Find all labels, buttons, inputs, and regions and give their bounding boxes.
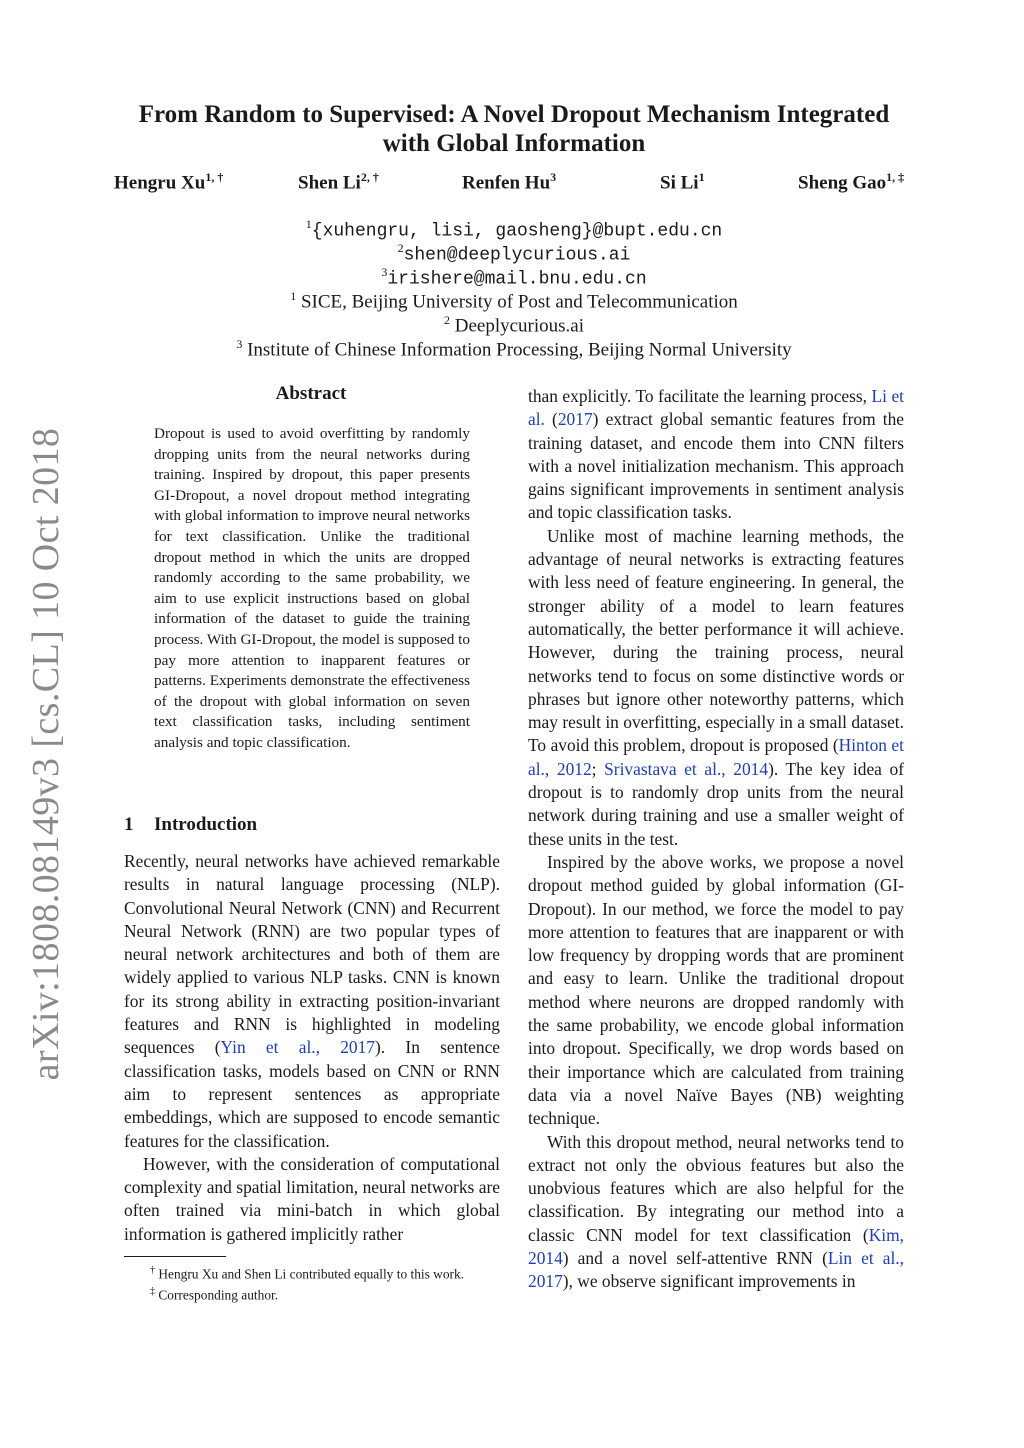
footnote-text: Hengru Xu and Shen Li contributed equally to this work. bbox=[155, 1266, 465, 1282]
title-line-1: From Random to Supervised: A Novel Dropout Mechanism Integrated bbox=[138, 101, 890, 128]
author-3 bbox=[462, 170, 556, 194]
footnote-rule bbox=[124, 1256, 226, 1257]
author-2 bbox=[298, 170, 379, 194]
email-sup: 2 bbox=[397, 241, 404, 255]
text-run: ) and a novel self-attentive RNN ( bbox=[562, 1247, 828, 1268]
paragraph-1 bbox=[124, 850, 500, 1153]
citation-link[interactable]: Lin et al., 2017 bbox=[528, 1247, 904, 1292]
author-sup: 2, † bbox=[360, 170, 379, 184]
institution-text: Deeplycurious.ai bbox=[454, 315, 584, 337]
arxiv-identifier: arXiv:1808.08149v3 [cs.CL] 10 Oct 2018 bbox=[25, 427, 67, 1081]
author-name: Renfen Hu bbox=[462, 172, 551, 194]
email-sup: 3 bbox=[381, 265, 388, 279]
section-title: Introduction bbox=[154, 814, 258, 835]
author-sup: 1, † bbox=[205, 170, 224, 184]
author-name: Si Li bbox=[660, 172, 699, 194]
footnotes bbox=[124, 1262, 500, 1304]
email-text: {xuhengru, lisi, gaosheng}@bupt.edu.cn bbox=[311, 221, 723, 242]
author-sup: 3 bbox=[550, 170, 557, 184]
institution-text: SICE, Beijing University of Post and Telecommunication bbox=[300, 291, 738, 313]
footnote-mark: † bbox=[150, 1265, 155, 1276]
title-line-2: with Global Information bbox=[382, 130, 646, 157]
citation-link[interactable]: 2017 bbox=[557, 409, 593, 430]
author-name: Hengru Xu bbox=[114, 172, 206, 194]
text-run: ). In sentence classification tasks, models based on CNN or RNN aim to represent sentences as appropriate embeddings, which are supposed to encode semantic features for the classification. bbox=[124, 1037, 501, 1151]
citation-link[interactable]: Li et al. bbox=[528, 386, 904, 430]
footnote-2 bbox=[124, 1283, 500, 1304]
section-heading bbox=[124, 814, 257, 836]
paragraph-3 bbox=[528, 385, 904, 525]
author-name: Shen Li bbox=[298, 172, 361, 194]
citation-link[interactable]: Srivastava et al., 2014 bbox=[604, 758, 769, 779]
text-run: ( bbox=[544, 409, 558, 430]
abstract-heading: Abstract bbox=[275, 383, 347, 404]
paragraph-6 bbox=[528, 1131, 904, 1294]
author-5 bbox=[798, 170, 904, 194]
left-column-body bbox=[124, 850, 500, 1246]
email-text: irishere@mail.bnu.edu.cn bbox=[387, 269, 647, 290]
text-run: With this dropout method, neural networks tend to extract not only the obvious features but also the unobvious features which are also helpful for the classification. By integrating our method into a classic CNN model for text classification ( bbox=[528, 1131, 904, 1245]
paragraph-2: However, with the consideration of computational complexity and spatial limitation, neural networks are often trained via mini-batch in which global information is gathered implicitly rather bbox=[124, 1153, 500, 1244]
footnote-1 bbox=[124, 1262, 500, 1283]
author-4 bbox=[660, 170, 705, 194]
footnote-mark: ‡ bbox=[150, 1285, 155, 1297]
paragraph-5: Inspired by the above works, we propose a novel dropout method guided by global information (GI-Dropout). In our method, we force the model to pay more attention to features that are inapparent or with low frequency by dropping words that are prominent and easy to learn. Unlike the traditional dropout method where neurons are dropped randomly with the same probability, we encode global information into dropout. Specifically, we drop words based on their importance which are calculated from training data via a novel Naïve Bayes (NB) weighting technique. bbox=[528, 851, 904, 1129]
institution-text: Institute of Chinese Information Processing, Beijing Normal University bbox=[247, 339, 792, 361]
text-run: than explicitly. To facilitate the learning process, bbox=[528, 386, 872, 406]
email-sup: 1 bbox=[305, 217, 312, 231]
author-1 bbox=[114, 170, 223, 194]
paper-title bbox=[100, 100, 928, 158]
paragraph-4 bbox=[528, 525, 904, 851]
institution-sup: 3 bbox=[236, 337, 243, 351]
author-name: Sheng Gao bbox=[798, 172, 887, 194]
text-run: ). The key idea of dropout is to randomly drop units from the neural network during training and use a smaller weight of these units in the test. bbox=[528, 758, 905, 849]
institution-3 bbox=[100, 332, 928, 362]
right-column-body bbox=[528, 385, 904, 1294]
author-sup: 1 bbox=[698, 170, 705, 184]
institution-sup: 1 bbox=[290, 289, 297, 303]
citation-link[interactable]: Hinton et al., 2012 bbox=[528, 735, 904, 779]
section-number: 1 bbox=[124, 814, 134, 835]
text-run: Recently, neural networks have achieved remarkable results in natural language processing (NLP). Convolutional Neural Network (CNN) and Recurrent Neural Network (RNN) are two popular types of neural network architectures and both of them are widely applied to various NLP tasks. CNN is known for its strong ability in extracting position-invariant features and RNN is highlighted in modeling sequences ( bbox=[124, 851, 500, 1058]
text-run: ) extract global semantic features from the training dataset, and encode them into CNN filters with a novel initialization mechanism. This approach gains significant improvements in sentiment analysis and topic classification tasks. bbox=[528, 409, 905, 523]
email-text: shen@deeplycurious.ai bbox=[403, 245, 631, 266]
text-run: ), we observe significant improvements in bbox=[562, 1271, 856, 1292]
institution-sup: 2 bbox=[443, 313, 450, 327]
citation-link[interactable]: Yin et al., 2017 bbox=[220, 1037, 376, 1058]
author-sup: 1, ‡ bbox=[886, 170, 905, 184]
abstract-text: Dropout is used to avoid overfitting by randomly dropping units from the neural networks during training. Inspired by dropout, this paper presents GI-Dropout, a novel dropout method integrating with global information to improve neural networks for text classification. Unlike the traditional dropout method in which the units are dropped randomly according to the same probability, we aim to use explicit instructions based on global information of the dataset to guide the training process. With GI-Dropout, the model is supposed to pay more attention to inapparent features or patterns. Experiments demonstrate the effectiveness of the dropout with global information on seven text classification tasks, including sentiment analysis and topic classification. bbox=[154, 425, 470, 751]
footnote-text: Corresponding author. bbox=[155, 1287, 279, 1303]
citation-link[interactable]: Kim, 2014 bbox=[528, 1224, 904, 1268]
text-run: Unlike most of machine learning methods, the advantage of neural networks is extracting features with less need of feature engineering. In general, the stronger ability of a model to learn features automatically, the better performance it will achieve. However, during the training process, neural networks tend to focus on some distinctive words or phrases but ignore other noteworthy patterns, which may result in overfitting, especially in a small dataset. To avoid this problem, dropout is proposed ( bbox=[528, 525, 904, 756]
author-list bbox=[0, 170, 1024, 198]
text-run: ; bbox=[591, 758, 605, 779]
